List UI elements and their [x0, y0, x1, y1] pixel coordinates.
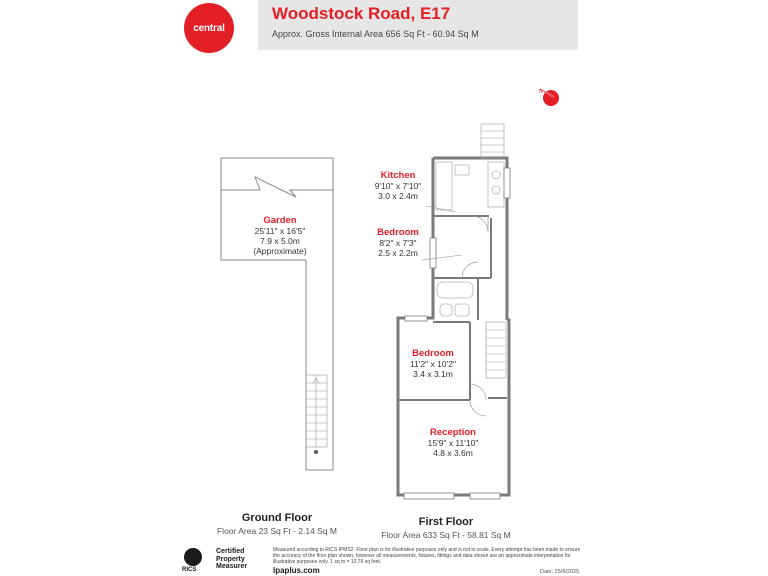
svg-text:N: N	[539, 89, 543, 95]
room-label-reception	[428, 428, 479, 458]
room-dimensions-imperial: 9'10" x 7'10"	[374, 181, 422, 191]
cert-line-2: Property	[216, 555, 245, 563]
floor-caption-ground	[217, 512, 337, 536]
floor-area: Floor Area 23 Sq Ft - 2.14 Sq M	[216, 526, 338, 536]
room-dimensions-imperial: 11'2" x 10'2"	[410, 359, 456, 369]
room-note: (Approximate)	[253, 246, 307, 256]
leader-lines	[422, 206, 462, 260]
room-dimensions-metric: 7.9 x 5.0m	[260, 236, 300, 246]
page-title: Woodstock Road, E17	[272, 4, 451, 23]
room-dimensions-imperial: 8'2" x 7'3"	[379, 238, 417, 248]
rics-label: RICS	[182, 567, 197, 573]
room-name: Bedroom	[412, 348, 454, 359]
disclaimer: Measured according to RICS IPMS2. Floor plan is for illustrative purposes only and is not to scale. Every attempt has been made to ensure the accuracy of the floor plan shown, however all measurements, fixtures, fittings and data shown are an approximate interpretation for illustrative purposes only. 1 sq m = 10.76 sq feet.	[273, 547, 581, 565]
rics-logo-icon	[184, 548, 202, 566]
ground-stairs	[306, 375, 327, 454]
plan-date: Date: 25/6/2025	[540, 569, 580, 575]
room-dimensions-imperial: 25'11" x 16'5"	[254, 226, 306, 236]
room-name: Bedroom	[377, 227, 419, 238]
room-name: Kitchen	[380, 170, 416, 181]
room-dimensions-metric: 4.8 x 3.6m	[433, 448, 473, 458]
room-label-bedroom-2	[410, 349, 456, 379]
cert-line-3: Measurer	[216, 563, 248, 570]
logo-text: central	[193, 22, 225, 34]
room-label-bedroom-1	[377, 228, 419, 258]
floor-name: Ground Floor	[241, 512, 313, 524]
room-dimensions-metric: 3.0 x 2.4m	[378, 191, 418, 201]
kitchen-fixtures	[436, 162, 504, 210]
room-name: Garden	[263, 215, 297, 226]
cert-line-1: Certified	[216, 548, 245, 555]
floor-name: First Floor	[418, 516, 474, 528]
floor-caption-first	[381, 516, 510, 540]
room-name: Reception	[430, 427, 476, 438]
website-link[interactable]: lpaplus.com	[273, 566, 320, 575]
room-dimensions-imperial: 15'9" x 11'10"	[427, 438, 479, 448]
room-dimensions-metric: 2.5 x 2.2m	[378, 248, 418, 258]
gross-area: Approx. Gross Internal Area 656 Sq Ft - 60.94 Sq M	[272, 29, 479, 39]
certified-measurer-text	[216, 548, 247, 571]
rics-badge	[180, 548, 266, 574]
bathroom-fixtures	[437, 282, 473, 316]
room-label-kitchen	[375, 171, 422, 201]
room-dimensions-metric: 3.4 x 3.1m	[413, 369, 453, 379]
floor-area: Floor Area 633 Sq Ft - 58.81 Sq M	[381, 530, 511, 540]
room-label-garden	[253, 216, 306, 256]
